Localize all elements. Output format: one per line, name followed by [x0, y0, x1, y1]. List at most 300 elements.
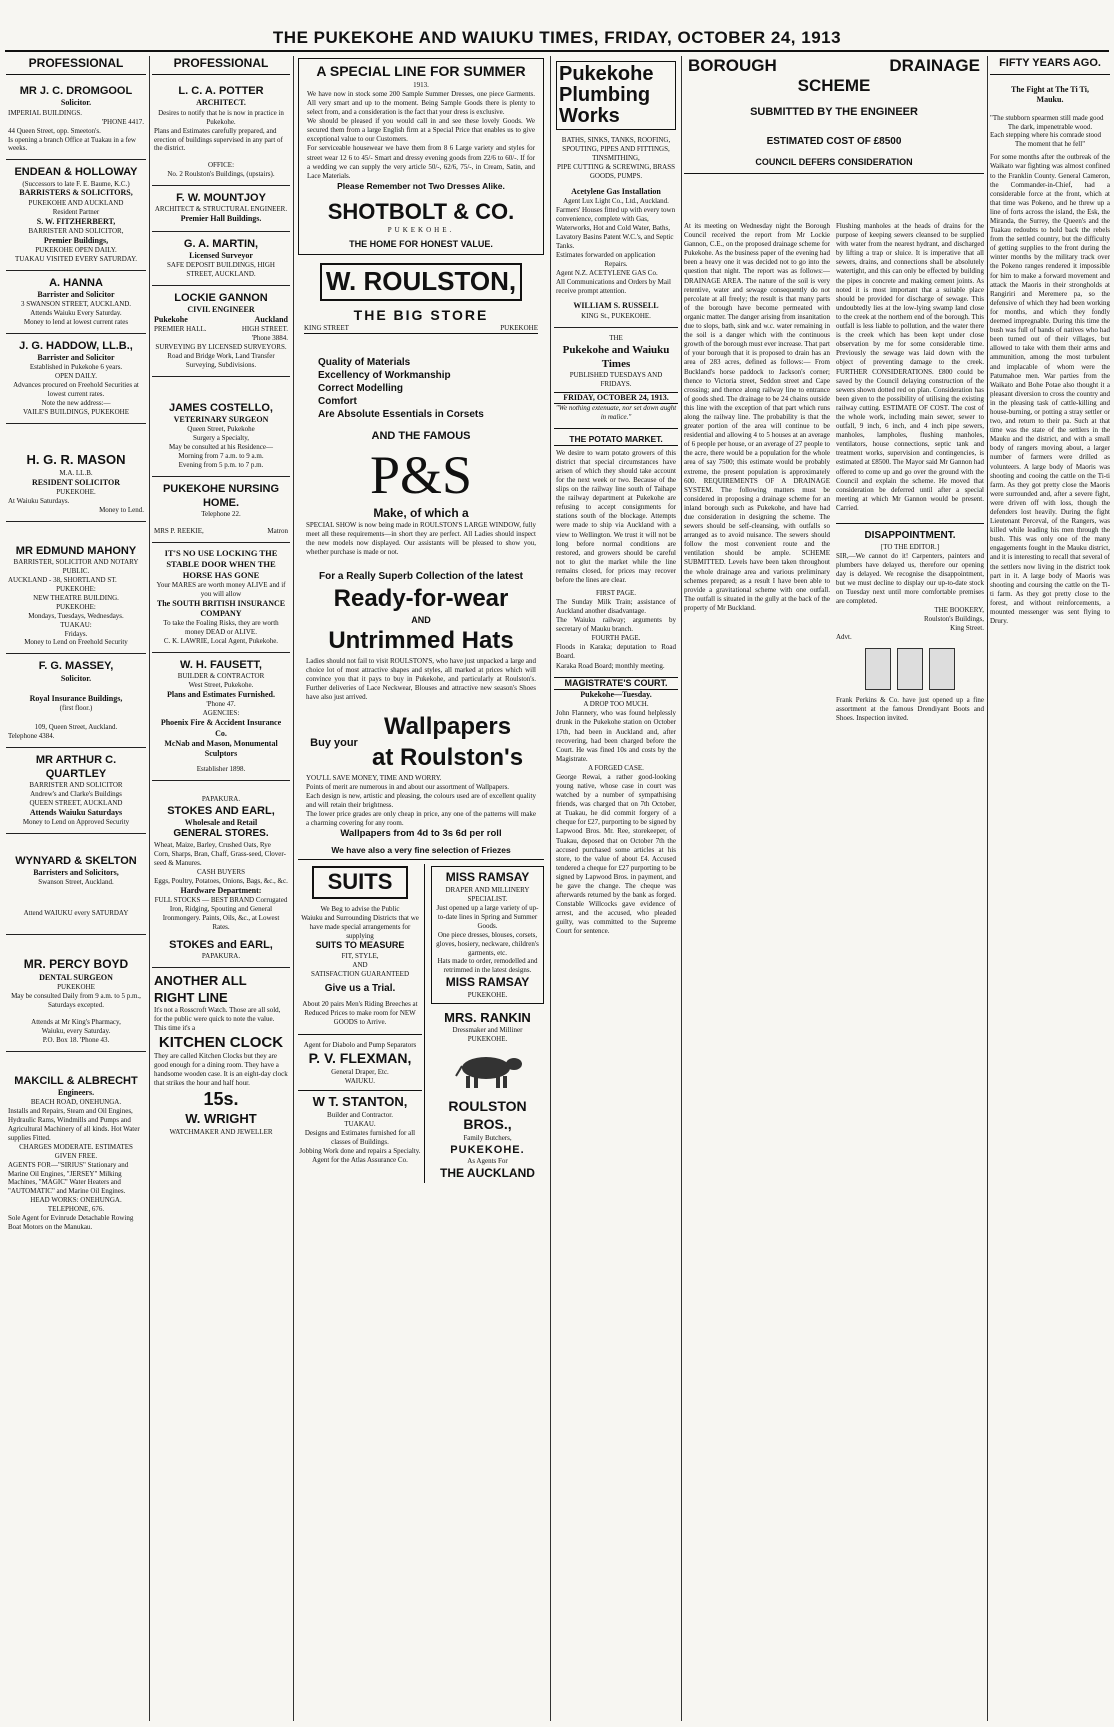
ad-line: C. K. LAWRIE, Local Agent, Pukekohe.: [163, 637, 279, 646]
article-subheading: The Fight at The Ti Ti,: [1011, 85, 1089, 95]
ad-line: All Communications and Orders by Mail receive prompt attention.: [556, 277, 671, 295]
ad-line: Wallpapers: [383, 713, 512, 741]
ad-line: W. WRIGHT: [185, 1111, 257, 1127]
ad-line: They are called Kitchen Clocks but they are good enough for a dining room. They have a handsome wooden case. It is an eight-day clock that strikes the hour and half hour.: [154, 1052, 288, 1088]
ad-name: W. H. FAUSETT,: [180, 659, 262, 672]
ad-line: DRAPER AND MILLINERY SPECIALIST.: [445, 885, 530, 903]
ad-name: JAMES COSTELLO,: [169, 402, 273, 415]
column-drainage-left: [684, 222, 830, 1721]
ad-name: L. C. A. POTTER: [178, 85, 264, 98]
ad-line: Plans and Estimates carefully prepared, and erection of buildings supervised in any part of the district.: [154, 126, 283, 153]
ad-line: Just opened up a large variety of up-to-date lines in Spring and Summer Goods.: [436, 903, 539, 930]
ad-martin: [152, 232, 290, 286]
ad-line: Please Remember not Two Dresses Alike.: [337, 180, 505, 191]
column-advertisements: [296, 56, 546, 1183]
ad-line: Licensed Surveyor: [189, 250, 253, 260]
advt-label: Advt.: [836, 633, 852, 642]
ad-line: Agent Lux Light Co., Ltd., Auckland.: [563, 197, 669, 205]
ad-name: STOKES AND EARL,: [167, 805, 275, 818]
ad-line: P.O. Box 18. 'Phone 43.: [42, 1035, 110, 1044]
ad-line: AUCKLAND - 38, SHORTLAND ST.: [8, 575, 117, 584]
ad-line: Correct Modelling: [318, 383, 404, 395]
column-rule: [987, 56, 988, 1721]
ad-line: SATISFACTION GUARANTEED: [310, 969, 410, 978]
ad-line: CASH BUYERS: [196, 868, 246, 877]
ad-line: GENERAL STORES.: [173, 828, 269, 840]
column-rule: [149, 56, 150, 1721]
ad-line: 44 Queen Street, opp. Smeeton's.: [8, 126, 101, 135]
issue-date: FRIDAY, OCTOBER 24, 1913.: [554, 392, 678, 404]
ad-line: West Street, Pukekohe.: [188, 681, 254, 690]
ad-line: ARCHITECT & STRUCTURAL ENGINEER.: [154, 205, 288, 214]
article-subheading: Mauku.: [1036, 95, 1064, 105]
ad-line: BARRISTERS & SOLICITORS,: [19, 188, 133, 198]
ad-line: WATCHMAKER AND JEWELLER: [169, 1127, 273, 1136]
ad-row: [304, 324, 538, 334]
ad-line: Money to Lend on Freehold Security: [24, 638, 128, 647]
ad-line: Ready-for-wear: [333, 585, 509, 613]
ad-line: The SOUTH BRITISH INSURANCE COMPANY: [156, 598, 286, 619]
nameplate-title: Pukekohe and Waiuku Times: [562, 343, 670, 370]
ad-line: AND THE FAMOUS: [371, 430, 471, 443]
article-paragraph: The Waiuku railway; arguments by secretary of Mauku branch.: [556, 616, 676, 634]
article-heading: MAGISTRATE'S COURT.: [554, 677, 678, 691]
poem-line: The moment that he fell": [1014, 140, 1086, 149]
ad-stokes-earl: [152, 781, 290, 968]
ad-name: MR EDMUND MAHONY: [15, 544, 137, 557]
ad-line: CHARGES MODERATE. ESTIMATES GIVEN FREE.: [19, 1142, 133, 1160]
image-frame: [897, 648, 923, 690]
ad-name: ROULSTON BROS.,: [448, 1098, 527, 1133]
section-header: PROFESSIONAL: [152, 56, 290, 75]
ad-line: PUKEKOHE.: [450, 1143, 525, 1156]
ad-mason: [6, 424, 146, 522]
ad-line: Installs and Repairs, Steam and Oil Engines, Hydraulic Rams, Windmills and Pumps and Agricultural Machinery of all kinds. Hot Water supplies Fitted.: [8, 1106, 140, 1142]
ad-percy-boyd: [6, 935, 146, 1051]
ad-line: PUKEKOHE OPEN DAILY.: [35, 246, 117, 255]
ad-paragraph: Points of merit are numerous in and about our assortment of Wallpapers.: [306, 782, 510, 791]
ad-line: Premier Buildings,: [43, 235, 109, 245]
ad-line: Establisher 1898.: [196, 765, 246, 774]
ad-line: PAPAKURA.: [201, 952, 241, 961]
ad-line: PUKEKOHE: [57, 982, 95, 991]
ad-dromgool: [6, 79, 146, 160]
ad-line: KING STREET: [304, 324, 349, 333]
poem-line: The dark, impenetrable wood.: [1007, 122, 1093, 131]
ad-name: MRS. RANKIN: [444, 1009, 531, 1025]
ad-ramsay-rankin-butchers: [429, 864, 546, 1183]
ad-line: Advances procured on Freehold Securities at lowest current rates.: [13, 381, 139, 399]
letter-disappointment: [836, 523, 984, 723]
ad-line: About 20 pairs Men's Riding Breeches at Reduced Prices to make room for NEW GOODS to Arrive.: [302, 999, 418, 1026]
ad-line: Wholesale and Retail: [184, 818, 258, 828]
ad-line: S. W. FITZHERBERT,: [36, 216, 116, 226]
ad-name: MISS RAMSAY: [445, 870, 530, 885]
column-professional-2: [152, 56, 290, 1143]
ad-line: Agent for the Atlas Assurance Co.: [312, 1155, 408, 1164]
ad-massey: [6, 654, 146, 747]
article-heading: FOURTH PAGE.: [591, 634, 641, 643]
ad-line: HEAD WORKS: ONEHUNGA.: [30, 1196, 122, 1205]
ad-row: [154, 315, 288, 325]
article-subheading: SUBMITTED BY THE ENGINEER: [750, 106, 918, 118]
ad-line: OPEN DAILY.: [55, 372, 97, 381]
ad-line: Designs and Estimates furnished for all classes of Buildings.: [304, 1128, 416, 1146]
ad-line: at Roulston's: [372, 744, 524, 772]
ad-row: [154, 325, 288, 334]
nameplate-line: PUBLISHED TUESDAYS AND FRIDAYS.: [569, 370, 663, 388]
ad-line: Jobbing Work done and repairs a Specialty.: [299, 1146, 421, 1155]
cow-illustration: [448, 1050, 528, 1092]
ad-name: PUKEKOHE NURSING HOME.: [162, 483, 280, 510]
ad-line: Desires to notify that he is now in practice in Pukekohe.: [158, 108, 284, 126]
ad-line: Plans and Estimates Furnished.: [166, 690, 276, 700]
ad-line: Acetylene Gas Installation: [571, 186, 661, 196]
ad-line: Agent N.Z. ACETYLENE GAS Co.: [556, 268, 658, 277]
article-body: At its meeting on Wednesday night the Borough Council received the report from Mr Lockie Gannon, C.E., on the proposed drainage scheme for Pukekohe. As the business paper of the evening had been a heavy one it was decided not to go into the question that night. The report was as follows:— DRAINAGE AREA. The nature of the soil is very retentive, water and sewage consequently do not percolate at all freely; the result is that many parts of the borough have become permeated with organic matter. The danger arising from insanitation due to slops, bath, sink and w.c. water remaining in the soil is a danger which with the continuous growth of the borough must ever increase. That part of your borough that it is proposed to drain has an area of 283 acres, defined as follows:— From Buckland's horse paddock to Jackson's corner; thence to Victoria street, Seddon street and Cape crossing; and thence along railway line to entrance of goods shed. The drainage to be 24 chains outside this line with the exception of that part which runs along the railway line. The probability is that the greater portion of the area will continue to be residential and allowing 4 to 5 houses at an average of 6 people per house, or an average of 27 people to the acre, there would be a population for the whole area of say 7500; this estimate would be probably extreme, the present population is approximately 600. REQUIREMENTS OF A DRAINAGE SYSTEM. The following matters must be considered in proposing a drainage scheme for an inland borough such as Pukekohe, and have had due consideration in designing the scheme. The sewers should be self-cleansing, with outfalls so arranged as to avoid nuisance. The sewers should follow the most convenient route and the ventilation should be ample. SCHEME SUBMITTED. Levels have been taken throughout the whole drainage area and various preliminary schemes prepared; as a result I have been able to provide a gravitational scheme with one outfall. The outfall is situated in the gully at the back of the property of Mr Buckland.: [684, 222, 830, 612]
article-subheading: A DROP TOO MUCH.: [583, 700, 649, 709]
signature-line: THE BOOKERY,: [934, 606, 984, 615]
column-rule: [550, 56, 551, 1721]
ad-line: Auckland: [254, 315, 288, 325]
newspaper-nameplate: [554, 328, 678, 429]
ad-line: BATHS, SINKS, TANKS, ROOFING, SPOUTING, PIPES AND FITTINGS, TINSMITHING,: [561, 136, 671, 162]
ad-line: Hardware Department:: [180, 885, 262, 895]
ad-line: Attends Waiuku Every Saturday.: [30, 309, 122, 318]
ad-name: F. G. MASSEY,: [38, 660, 114, 673]
ad-line: Give us a Trial.: [324, 982, 396, 994]
ad-ramsay: [431, 866, 544, 1003]
ad-name: F. W. MOUNTJOY: [176, 192, 266, 205]
ad-line: We have also a very fine selection of Friezes: [331, 844, 511, 855]
article-body: For some months after the outbreak of the Waikato war fighting was almost confined to the Franklin County. General Cameron, the Commander-in-Chief, had a considerable force at the front, which at that time was Pokeno, and he threw up a line of forts across the island, the Esk, the Miranda, the Surrey, the Queen's and the Tuakau redoubts to hold back the rebels from the settled country, but the difficulty of getting supplies to the front during the winter months by the military track over the Pokeno ranges rendered it impossible for him to make a forward movement and attack the Maoris in their strongholds at Rangiriri and Meremere pa, so the defensive of which they had been working for months, and which they fondly deemed impregnable. During this time the bush was full of bands of natives who had been turned out of their villages, but allowed to take with them their arms and ammunition, among the most turbulent and implacable of whom were the Patumahoe men. War parties from the Waikato and Bohe Potae also thought it a pleasant diversion to cross the country and in the pleasing task of cattle-killing and house-burning, or potting a stray settler or two, and return to their pa. Such at that time was the state of the settlers in the Mauku and the district, and with a small body of rangers moving about, a larger number of farmers were drilled as volunteers. A large body of Maoris was shooting and cooing the cattle on the Ti-ti farm. As they got pretty close the Maoris were surrounded and, after a severe fight, were driven off with loss, though the defenders lost heavily. During the fight Lieutenant Perceval, of the Rangers, was killed while leading his men through the bush. This was only one of the many engagements fought in the Mauku district, and it is interesting to recall that several of the settlers now living in the district took part in it. A large body of Maoris was shooting and coursing the cattle on the Ti-ti farm. As they got pretty close to the forest, and without reinforcements, a mounted messenger was sent flying to Drury.: [990, 153, 1110, 626]
ad-line: (Successors to late F. E. Baume, K.C.): [22, 179, 130, 188]
ad-line: VETERINARY SURGEON: [173, 415, 269, 425]
ad-line: Builder and Contractor.: [327, 1110, 393, 1119]
ad-line: SURVEYING BY LICENSED SURVEYORS.: [155, 343, 287, 352]
title-word: DRAINAGE: [889, 56, 980, 75]
article-paragraph: We desire to warn potato growers of this district that special circumstances have arisen of which they should take account for the next week or two. Because of the slips on the railway line south of Taihape the railway department at Pukekohe are refusing to accept consignments for stations south of the blockage. Attempts were made to ship via Auckland with a view to Wellington. We trust it will not be long before normal conditions are restored, and growers should be careful not to glut the market while the line remains closed, for prices may recover before the lines are clear.: [556, 448, 676, 585]
ad-line: PUKEKOHE.: [467, 990, 508, 999]
ad-line: Untrimmed Hats: [328, 627, 514, 655]
ad-shotbolt: [298, 58, 544, 255]
ad-title: Pukekohe Plumbing Works: [556, 61, 676, 130]
ad-paragraph: Each design is new, artistic and pleasing, the colours used are of excellent quality and will retain their brightness.: [306, 792, 536, 810]
ad-line: Barrister and Solicitor: [37, 290, 115, 300]
ad-line: Andrew's and Clarke's Buildings: [30, 789, 122, 798]
ad-line: 3 SWANSON STREET, AUCKLAND.: [20, 300, 132, 309]
ad-line: Comfort: [318, 396, 357, 408]
ad-line: THE HOME FOR HONEST VALUE.: [349, 238, 493, 249]
ad-line: VAILE'S BUILDINGS, PUKEKOHE: [23, 408, 129, 417]
ad-line: M.A. LL.B.: [59, 468, 93, 477]
article-subheading: ESTIMATED COST OF £8500: [766, 136, 902, 147]
ad-line: Family Butchers,: [463, 1134, 512, 1143]
ad-line: Sole Agent for Evinrude Detachable Rowing Boat Motors on the Manukau.: [8, 1214, 134, 1232]
ad-brand: SUITS: [312, 866, 408, 898]
ad-name: LOCKIE GANNON: [174, 291, 268, 304]
ad-plumbing-works: [554, 56, 678, 328]
ad-line: May be consulted at his Residence—: [168, 443, 273, 452]
ad-name: MR J. C. DROMGOOL: [19, 85, 133, 98]
ad-line: Quality of Materials: [318, 357, 411, 369]
ad-paragraph: For serviceable housewear we have them from 8 6 Large variety and styles for street wear 12 6 to 45/- Smart and dressy evening goods from 22/6 to 60/-. If for a wedding we can supply the very article 50/-, 62/6, 75/-, in Cream, Satin, and Lace Materials.: [307, 144, 535, 180]
ad-rankin: [431, 1010, 544, 1045]
ad-name: WYNYARD & SKELTON: [15, 855, 137, 868]
ad-line: MISS RAMSAY: [445, 975, 530, 990]
image-frame: [865, 648, 891, 690]
ad-lockie-gannon: [152, 286, 290, 377]
ad-name: W T. STANTON,: [298, 1090, 422, 1111]
ad-name: MR. PERCY BOYD: [23, 957, 129, 972]
ad-paragraph: Ladies should not fail to visit ROULSTON'S, who have just unpacked a large and choice lot of most attractive shapes and styles, all marked at prices which will convince you that it pays to buy in Pukekohe, and particularly at Roulston's. Further deliveries of Lace Neckwear, Blouses and attractive new season's Shoes have also just arrived.: [306, 656, 536, 702]
ad-line: FIT, STYLE,: [341, 951, 379, 960]
ad-name: MR ARTHUR C. QUARTLEY: [35, 753, 117, 780]
ad-line: SUITS TO MEASURE: [315, 940, 405, 951]
motto: "We nothing extenuate, nor set down aught in malice.": [555, 403, 677, 421]
ad-makcill-albrecht: [6, 1052, 146, 1239]
column-professional-1: [6, 56, 146, 1238]
column-rule: [293, 56, 294, 1721]
wallpaper-titles: [372, 712, 523, 773]
ad-line: FULL STOCKS — BEST BRAND Corrugated Iron, Ridging, Spouting and General Ironmongery. Paints, Oils, &c., at Lowest Rates.: [154, 896, 288, 932]
ad-line: DENTAL SURGEON: [39, 972, 113, 982]
ad-line: 1913.: [413, 80, 429, 89]
ad-line: Waiuku and Surrounding Districts that we have made special arrangements for supplying: [301, 913, 419, 940]
ad-line: Agent for Diabolo and Pump Separators: [298, 1034, 422, 1050]
ad-line: As Agents For: [467, 1157, 508, 1166]
ad-line: PUKEKOHE.: [387, 225, 455, 234]
ad-line: TELEPHONE, 676.: [47, 1205, 105, 1214]
ad-line: Are Absolute Essentials in Corsets: [318, 409, 484, 421]
ad-line: For a Really Superb Collection of the latest: [319, 571, 523, 583]
ad-corsets-list: [318, 356, 538, 421]
ad-line: McNab and Mason, Monumental Sculptors: [164, 738, 278, 758]
ad-line: WAIUKU.: [344, 1077, 376, 1086]
ad-butchers: [431, 1098, 544, 1181]
column-fifty-years-ago: [990, 56, 1110, 626]
ad-line: To take the Foaling Risks, they are worth money DEAD or ALIVE.: [163, 619, 279, 637]
ad-name: H. G. R. MASON: [26, 452, 126, 468]
title-word: SCHEME: [797, 76, 871, 95]
ad-line: Money to Lend on Approved Security: [22, 818, 130, 827]
article-paragraph: John Flannery, who was found helplessly drunk in the Pukekohe station on October 17th, had been in Auckland and, after recovering, had been charged before the Court. He was fined 10s and costs by the Magistrate.: [556, 709, 676, 763]
ad-brand: SHOTBOLT & CO.: [327, 198, 515, 224]
ad-line: Swanson Street, Auckland.: [38, 878, 114, 887]
ad-line: Telephone 22.: [201, 510, 241, 519]
ad-line: No. 2 Roulston's Buildings, (upstairs).: [167, 170, 275, 179]
ad-mahony: [6, 522, 146, 655]
ad-line: PUKEKOHE: [500, 324, 538, 333]
ad-line: RESIDENT SOLICITOR: [32, 477, 120, 487]
ad-paragraph: YOU'LL SAVE MONEY, TIME AND WORRY.: [306, 773, 442, 782]
column-plumbing-editorial: [554, 56, 678, 937]
ad-line: Buy your: [310, 737, 358, 750]
ad-line: KING St., PUKEKOHE.: [581, 311, 651, 320]
ad-line: Road and Bridge Work, Land Transfer Surveying, Subdivisions.: [167, 352, 275, 370]
ad-role: Solicitor.: [60, 98, 92, 108]
ad-bottom-row: [296, 864, 546, 1183]
ad-line: Waiuku, every Saturday.: [41, 1026, 111, 1035]
ad-line: Solicitor.: [60, 673, 92, 683]
ad-line: Money to lend at lowest current rates: [23, 318, 129, 327]
ad-line: Attends Waiuku Saturdays: [29, 807, 123, 817]
ad-name: G. A. MARTIN,: [183, 237, 259, 250]
ad-line: 'PHONE 4417.: [101, 117, 144, 126]
masthead: THE PUKEKOHE AND WAIUKU TIMES, FRIDAY, OCTOBER 24, 1913: [272, 28, 842, 47]
ad-name: A. HANNA: [49, 276, 103, 289]
ad-line: (first floor.): [59, 703, 93, 712]
ad-line: AND: [352, 960, 368, 969]
image-frame: [929, 648, 955, 690]
ad-line: PUKEKOHE:: [56, 584, 96, 593]
article-heading: THE POTATO MARKET.: [554, 434, 678, 446]
wallpaper-header: [304, 712, 538, 773]
signature-line: Roulston's Buildings,: [924, 615, 984, 624]
ad-line: IMPERIAL BUILDINGS.: [8, 108, 83, 117]
article-paragraph: George Rewai, a rather good-looking young native, whose case in court was watched by a number of sympathising friends, was charged that on 7th October, at Tuakau, he did commit forgery of a cheque for £27, purporting to be signed by Lapwood Bros. Mr. Ree, storekeeper, of Tuakau, deposed that on October 7th the accused purchased some articles at his store, to the value of about £4. Accused tendered a cheque for £27 purporting to be signed by Lapwood Bros. in payment, and he gave the change. The cheque was afterwards returned by the bank as forged. Constable Willcocks gave evidence of arrest, and the accused, who pleaded guilty, was committed to the Supreme Court for sentence.: [556, 772, 676, 936]
ad-line: PUKEKOHE.: [56, 487, 96, 496]
ad-line: PUKEKOHE AND AUCKLAND: [28, 198, 124, 207]
ad-line: PUKEKOHE.: [467, 1035, 508, 1044]
ad-endean-holloway: [6, 160, 146, 271]
nameplate-line: THE: [609, 333, 623, 342]
ad-potter: [152, 79, 290, 186]
ad-row: [154, 527, 288, 536]
ad-line: Barristers and Solicitors,: [33, 868, 119, 878]
ad-line: Premier Hall Buildings.: [180, 214, 262, 224]
drainage-scheme-article: [684, 56, 984, 182]
ad-line: At Waiuku Saturdays.: [8, 496, 70, 505]
ad-line: Money to Lend.: [99, 505, 144, 514]
ad-line: SAFE DEPOSIT BUILDINGS, HIGH STREET, AUCKLAND.: [167, 260, 275, 278]
ad-line: BARRISTER AND SOLICITOR,: [28, 226, 124, 235]
ad-name: IT'S NO USE LOCKING THE STABLE DOOR WHEN THE HORSE HAS GONE: [164, 548, 278, 581]
ad-line: Farmers' Houses fitted up with every town convenience, complete with Gas, Waterworks, Hot and Cold Water, Baths, Lavatory Basins Patent W.C.'s, and Septic Tanks.: [556, 205, 676, 250]
article-paragraph: Karaka Road Board; monthly meeting.: [556, 661, 665, 670]
ad-line: Surgery a Specialty,: [193, 434, 249, 443]
ad-line: Attends at Mr King's Pharmacy,: [31, 1017, 121, 1026]
ad-line: Established in Pukekohe 6 years.: [29, 363, 123, 372]
ad-line: Eggs, Poultry, Potatoes, Onions, Bags, &c., &c.: [154, 877, 288, 886]
poem-line: "The stubborn spearmen still made good: [990, 113, 1104, 122]
ad-line: Matron: [267, 527, 288, 536]
ad-line: Royal Insurance Buildings,: [29, 693, 123, 703]
signature-line: King Street.: [950, 624, 984, 633]
article-body: Flushing manholes at the heads of drains for the purpose of keeping sewers cleansed to be supplied with water from the nearest hydrant, and discharged by lifting a trap or sluice. It is imperative that all sewers, drains, and connections shall be absolutely watertight, and this can only be effected by building the pipes in concrete and making cement joints. As noted it is most important that a suitable place should be provided for discharge of sewage. This undoubtedly lies at the low-lying swamp land close to the creek at the northern end of the borough. This outfall is less liable to pollution, and the water there is the creek which has been kept under close observation by me for some considerable time. Previously the sewage was laid down with the object of preventing damage to the creek. FURTHER CONSIDERATIONS. £800 could be saved by the Council delaying construction of the sewers shown dotted red on plan. Consideration has been given to the possibility of utilising the existing railway cutting. ESTIMATE OF COST. The cost of the whole work, including main sewer, sewer to outfall, 9 inch, 6 inch, and 4 inch pipe sewers, manholes, lampholes, flushing manholes, ventilators, house connections, septic tank and treatment works, supervision and contingencies, is estimated at £8500. The Mayor said Mr Gannon had offered to come up and go over the ground with the Council and explain the scheme. He moved that consideration be deferred until after a special meeting at which Mr Gannon would be present. Carried.: [836, 222, 984, 512]
ad-line: STOKES and EARL,: [169, 939, 273, 952]
ad-line: Morning from 7 a.m. to 9 a.m.: [178, 452, 264, 461]
ad-line: PREMIER HALL.: [154, 325, 207, 334]
ad-south-british-insurance: [152, 543, 290, 653]
ad-line: THE AUCKLAND: [440, 1166, 535, 1181]
column-rule: [681, 56, 682, 1721]
article-heading: FIFTY YEARS AGO.: [990, 56, 1110, 75]
ad-line: PIPE CUTTING & SCREWING, BRASS GOODS, PUMPS.: [556, 162, 676, 180]
ad-fausett: [152, 653, 290, 781]
ad-line: PUKEKOHE:: [56, 602, 96, 611]
ad-line: Your MARES are worth money ALIVE and if you will allow: [156, 580, 286, 598]
ad-flexman-stanton: [296, 864, 425, 1183]
ad-line: We Beg to advise the Public: [320, 904, 400, 913]
article-subheading: Pukekohe—Tuesday.: [580, 690, 652, 700]
ad-brand: W. ROULSTON,: [320, 263, 522, 300]
ad-line: NEW THEATRE BUILDING.: [33, 593, 119, 602]
shoe-illustration: [836, 648, 984, 690]
poem-line: Each stepping where his comrade stood: [990, 131, 1101, 140]
ad-line: Engineers.: [57, 1087, 95, 1097]
ad-line: OFFICE:: [207, 161, 235, 170]
ad-line: Barrister and Solicitor: [37, 353, 115, 363]
ad-line: Phoenix Fire & Accident Insurance Co.: [160, 718, 282, 738]
ad-paragraph: We should be pleased if you would call in and see these lovely Goods. We secured them from a large English firm at a Special Price that enables us to give exceptional value to our Customers.: [307, 117, 535, 144]
ad-line: AGENTS FOR—"SIRIUS" Stationary and Marine Oil Engines, "JERSEY" Milking Machines, "MAGIC" Water Heaters and "AUTOMATIC" and Marine Oil Engines.: [8, 1160, 129, 1196]
ad-line: Dressmaker and Milliner: [452, 1026, 523, 1035]
title-word: BOROUGH: [688, 56, 777, 75]
ad-line: Wallpapers from 4d to 3s 6d per roll: [340, 828, 502, 840]
ad-paragraph: SPECIAL SHOW is now being made in ROULSTON'S LARGE WINDOW, fully meet all these requirements—in short they are perfect. All Ladies should inspect the new models now displayed. Our assistants will be pleased to show you, whether purchase is made or not.: [306, 520, 536, 557]
ad-line: AND: [411, 614, 431, 625]
ad-line: Estimates forwarded on application: [556, 250, 656, 259]
ad-line: ARCHITECT.: [196, 98, 246, 108]
ad-line: Hats made to order, remodelled and retrimmed in the latest designs.: [437, 957, 538, 975]
ad-line: 'Phone 3884.: [251, 334, 288, 343]
ad-line: TUAKAU:: [60, 620, 92, 629]
ad-line: Wheat, Maize, Barley, Crushed Oats, Rye Corn, Sharps, Bran, Chaff, Grass-seed, Clover-seed & Manures.: [154, 841, 286, 868]
article-heading: DISAPPOINTMENT.: [864, 530, 956, 541]
ad-line: HIGH STREET.: [241, 325, 288, 334]
ad-name: ANOTHER ALL RIGHT LINE: [154, 973, 247, 1005]
ad-hanna: [6, 271, 146, 334]
ad-line: Queen Street, Pukekohe: [187, 425, 255, 434]
ad-quartley: [6, 748, 146, 834]
column-drainage-right: [836, 222, 984, 1721]
ad-line: Make, of which a: [373, 505, 469, 520]
ad-line: Mondays, Tuesdays, Wednesdays.: [28, 611, 124, 620]
section-header: PROFESSIONAL: [6, 56, 146, 75]
ad-line: Note the new address:—: [41, 399, 111, 408]
article-subheading: COUNCIL DEFERS CONSIDERATION: [684, 157, 984, 174]
ad-kitchen-clock: [152, 968, 290, 1143]
ad-line: BUILDER & CONTRACTOR: [177, 672, 265, 681]
drainage-title: [684, 56, 984, 76]
ad-name: MAKCILL & ALBRECHT: [14, 1074, 138, 1087]
ad-line: May be consulted Daily from 9 a.m. to 5 p.m., Saturdays excepted.: [11, 991, 141, 1009]
ad-name: WILLIAM S. RUSSELL: [573, 301, 659, 311]
ad-title: A SPECIAL LINE FOR SUMMER: [316, 63, 526, 79]
ad-line: Is opening a branch Office at Tuakau in a few weeks.: [8, 135, 136, 153]
ad-line: CIVIL ENGINEER: [187, 304, 255, 314]
ad-name: P. V. FLEXMAN,: [308, 1050, 412, 1067]
ad-line: TUAKAU.: [344, 1119, 376, 1128]
ad-line: Attend WAIUKU every SATURDAY: [23, 909, 129, 918]
ad-line: PAPAKURA.: [201, 795, 241, 804]
article-paragraph: SIR,—We cannot do it! Carpenters, painters and plumbers have delayed us, therefore our opening day is delayed. We recognise the disappointment, but we must decline to display our up-to-date stock on Tuesday next until more comfortable premises are completed.: [836, 551, 984, 606]
ad-roulston: [298, 259, 544, 860]
ad-line: It's not a Rosscroft Watch. Those are all sold, for the public were quick to note the value. This time it's a: [154, 1006, 281, 1033]
ad-wynyard-skelton: [6, 834, 146, 935]
ad-line: Repairs.: [604, 259, 628, 268]
ad-line: Fridays.: [64, 629, 88, 638]
ad-line: THE BIG STORE: [353, 306, 489, 323]
ad-line: One piece dresses, blouses, corsets, gloves, hosiery, neckware, children's garments, etc.: [436, 930, 539, 957]
ad-price: 15s.: [203, 1089, 239, 1110]
article-paragraph: Floods in Karaka; deputation to Road Board.: [556, 643, 676, 661]
ad-name: J. G. HADDOW, LL.B.,: [19, 340, 133, 353]
ad-line: TUAKAU VISITED EVERY SATURDAY.: [14, 254, 138, 263]
ps-logo: P&S: [369, 444, 473, 505]
ad-haddow: [6, 334, 146, 424]
